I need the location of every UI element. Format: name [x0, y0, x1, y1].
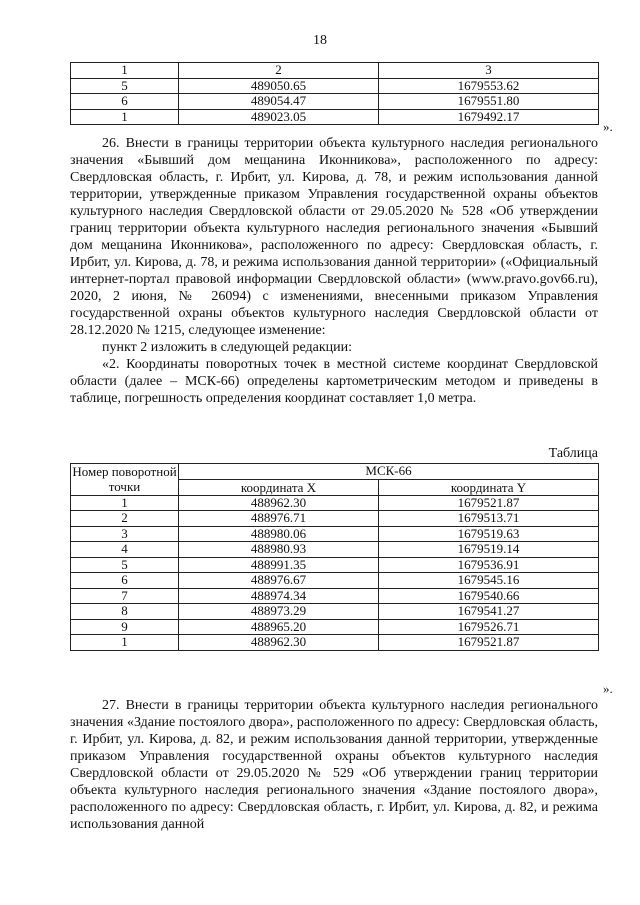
coordinate-x: 488980.93: [179, 542, 379, 558]
coordinate-y: 1679519.63: [379, 526, 599, 542]
paragraph: пункт 2 изложить в следующей редакции:: [102, 340, 352, 355]
point-number: 9: [71, 619, 179, 635]
closing-quote: ».: [603, 119, 613, 134]
amendment-27-text: [70, 697, 598, 833]
table-row: [71, 511, 599, 527]
table-header-row: [71, 63, 599, 79]
point-number: 1: [71, 495, 179, 511]
page-number: 18: [313, 33, 327, 48]
table-row: [71, 635, 599, 651]
point-number: 5: [71, 78, 179, 94]
point-number: 7: [71, 588, 179, 604]
coordinate-x: 489054.47: [179, 94, 379, 110]
table-row: [71, 542, 599, 558]
coordinate-system-header: МСК-66: [179, 464, 599, 480]
coordinate-y: 1679536.91: [379, 557, 599, 573]
point-number: 5: [71, 557, 179, 573]
point-number: 2: [71, 511, 179, 527]
paragraph: 26. Внести в границы территории объекта культурного наследия регионального значения «Бывший дом мещанина Иконникова», расположенного по адресу: Свердловская область, г. Ирбит, ул. Кирова, д. 78, и режим использования данной территории, утвержденные приказом Управления государственной охраны объектов культурного наследия Свердловской области от 29.05.2020 № 528 «Об утверждении границ территории объекта культурного наследия регионального значения «Бывший дом мещанина Иконникова», расположенного по адресу: Свердловская область, г. Ирбит, ул. Кирова, д. 78, и режима использования данной территории» («Официальный интернет-портал правовой информации Свердловской области» (www.pravo.gov66.ru), 2020, 2 июня, № 26094) с изменениями, внесенными приказом Управления государственной охраны объектов культурного наследия Свердловской области от 28.12.2020 № 1215, следующее изменение:: [70, 136, 598, 338]
table-row: [71, 588, 599, 604]
table-body: [71, 495, 599, 650]
coordinate-y: 1679551.80: [379, 94, 599, 110]
amendment-26-text: [70, 135, 598, 407]
table-row: [71, 109, 599, 125]
coordinate-x-header: координата X: [179, 479, 379, 495]
point-number: 4: [71, 542, 179, 558]
coordinate-x: 488962.30: [179, 495, 379, 511]
table-header-row: [71, 464, 599, 480]
paragraph: «2. Координаты поворотных точек в местной системе координат Свердловской области (далее – МСК-66) определены картометрическим методом и приведены в таблице, погрешность определения координат составляет 1,0 метра.: [70, 357, 598, 406]
table-row: [71, 495, 599, 511]
coordinate-x: 488991.35: [179, 557, 379, 573]
coordinate-x: 488965.20: [179, 619, 379, 635]
coordinate-y: 1679492.17: [379, 109, 599, 125]
point-number: 6: [71, 573, 179, 589]
table-caption: Таблица: [548, 446, 598, 461]
coordinate-x: 488973.29: [179, 604, 379, 620]
coordinates-table-continued: [70, 62, 599, 125]
column-number-1: 1: [71, 63, 179, 79]
paragraph: 27. Внести в границы территории объекта культурного наследия регионального значения «Здание постоялого двора», расположенного по адресу: Свердловская область, г. Ирбит, ул. Кирова, д. 82, и режим использования данной территории, утвержденные приказом Управления государственной охраны объектов культурного наследия Свердловской области от 29.05.2020 № 529 «Об утверждении границ территории объекта культурного наследия регионального значения «Здание постоялого двора», расположенного по адресу: Свердловская область, г. Ирбит, ул. Кирова, д. 82, и режима использования данной: [70, 698, 598, 832]
coordinate-x: 489050.65: [179, 78, 379, 94]
coordinate-y-header: координата Y: [379, 479, 599, 495]
point-number: 1: [71, 635, 179, 651]
coordinate-x: 488980.06: [179, 526, 379, 542]
coordinate-y: 1679526.71: [379, 619, 599, 635]
coordinate-y: 1679519.14: [379, 542, 599, 558]
table-row: [71, 604, 599, 620]
column-number-3: 3: [379, 63, 599, 79]
column-number-2: 2: [179, 63, 379, 79]
table-row: [71, 94, 599, 110]
table-row: [71, 557, 599, 573]
coordinate-y: 1679553.62: [379, 78, 599, 94]
coordinate-y: 1679513.71: [379, 511, 599, 527]
coordinate-x: 488976.67: [179, 573, 379, 589]
closing-quote: ».: [603, 681, 613, 696]
table-row: [71, 78, 599, 94]
coordinate-y: 1679521.87: [379, 635, 599, 651]
point-number: 1: [71, 109, 179, 125]
coordinate-y: 1679541.27: [379, 604, 599, 620]
coordinate-y: 1679540.66: [379, 588, 599, 604]
table-row: [71, 526, 599, 542]
point-number: 8: [71, 604, 179, 620]
coordinate-x: 488976.71: [179, 511, 379, 527]
point-number-header: Номер поворотной точки: [72, 464, 177, 495]
table-row: [71, 619, 599, 635]
coordinate-y: 1679545.16: [379, 573, 599, 589]
coordinate-x: 489023.05: [179, 109, 379, 125]
point-number: 6: [71, 94, 179, 110]
table-row: [71, 573, 599, 589]
coordinate-x: 488974.34: [179, 588, 379, 604]
coordinate-x: 488962.30: [179, 635, 379, 651]
point-number: 3: [71, 526, 179, 542]
coordinates-table: [70, 463, 599, 651]
coordinate-y: 1679521.87: [379, 495, 599, 511]
